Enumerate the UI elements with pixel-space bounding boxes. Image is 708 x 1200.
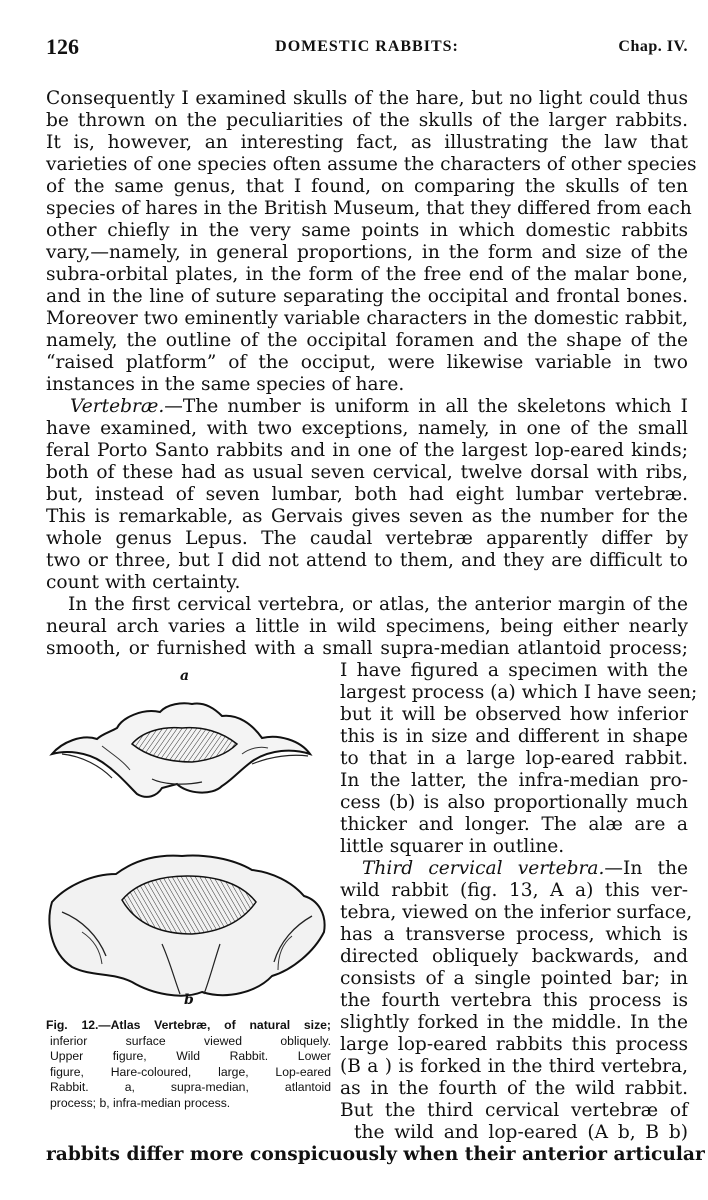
caption-line: process; b, infra-median process. bbox=[50, 1095, 231, 1110]
lower-vertebra-illustration bbox=[42, 852, 332, 1012]
body-line: to that in a large lop-eared rabbit. bbox=[340, 748, 688, 769]
body-line: slightly forked in the middle. In the bbox=[340, 1012, 688, 1033]
body-line: two or three, but I did not attend to them, and they are difficult to bbox=[46, 550, 688, 571]
body-line: instances in the same species of hare. bbox=[46, 374, 405, 395]
body-line: thicker and longer. The alæ are a bbox=[340, 814, 688, 835]
body-line: In the latter, the infra-median pro- bbox=[340, 770, 688, 791]
body-line: have examined, with two exceptions, namely, in one of the small bbox=[46, 418, 688, 439]
caption-line: Rabbit. a, supra-median, atlantoid bbox=[50, 1080, 331, 1095]
body-line: (B a ) is forked in the third vertebra, bbox=[340, 1056, 688, 1077]
chapter-label: Chap. IV. bbox=[618, 38, 688, 55]
figure-label-a: a bbox=[180, 668, 190, 684]
body-line: rabbits differ more conspicuously when their anterior articular bbox=[46, 1144, 705, 1165]
body-line: has a transverse process, which is bbox=[340, 924, 688, 945]
body-line: namely, the outline of the occipital foramen and the shape of the bbox=[46, 330, 688, 351]
body-line: the wild and lop-eared (A b, B b) bbox=[354, 1122, 688, 1143]
third-vertebra-first-line-text: —In the bbox=[604, 858, 689, 879]
page-header bbox=[46, 34, 688, 64]
body-line: In the first cervical vertebra, or atlas, the anterior margin of the bbox=[68, 594, 688, 615]
caption-line: inferior surface viewed obliquely. bbox=[50, 1033, 331, 1048]
body-line: wild rabbit (fig. 13, A a) this ver- bbox=[340, 880, 688, 901]
body-line: large lop-eared rabbits this process bbox=[340, 1034, 688, 1055]
body-line: but it will be observed how inferior bbox=[340, 704, 688, 725]
body-line: be thrown on the peculiarities of the skulls of the larger rabbits. bbox=[46, 110, 688, 131]
body-line: largest process (a) which I have seen; bbox=[340, 682, 698, 703]
third-vertebra-first-line bbox=[362, 858, 688, 880]
body-line: directed obliquely backwards, and bbox=[340, 946, 688, 967]
body-line: It is, however, an interesting fact, as illustrating the law that bbox=[46, 132, 688, 153]
body-line: both of these had as usual seven cervical, twelve dorsal with ribs, bbox=[46, 462, 688, 483]
caption-line: Upper figure, Wild Rabbit. Lower bbox=[50, 1049, 331, 1064]
body-line: But the third cervical vertebræ of bbox=[340, 1100, 688, 1121]
body-line: little squarer in outline. bbox=[340, 836, 565, 857]
body-line: I have figured a specimen with the bbox=[340, 660, 688, 681]
vertebrae-first-line bbox=[46, 396, 688, 418]
body-line: subra-orbital plates, in the form of the free end of the malar bone, bbox=[46, 264, 688, 285]
figure-label-b: b bbox=[184, 992, 194, 1008]
body-line: cess (b) is also proportionally much bbox=[340, 792, 688, 813]
body-line: neural arch varies a little in wild specimens, being either nearly bbox=[46, 616, 688, 637]
body-line: “raised platform” of the occiput, were likewise variable in two bbox=[46, 352, 688, 373]
body-line: this is in size and different in shape bbox=[340, 726, 688, 747]
third-vertebra-heading: Third cervical vertebra. bbox=[362, 858, 605, 879]
body-line: varieties of one species often assume the characters of other species bbox=[46, 154, 697, 175]
vertebrae-heading: Vertebræ. bbox=[70, 396, 165, 417]
body-line: vary,—namely, in general proportions, in the form and size of the bbox=[46, 242, 688, 263]
body-line: Moreover two eminently variable characters in the domestic rabbit, bbox=[46, 308, 688, 329]
body-line: smooth, or furnished with a small supra-median atlantoid process; bbox=[46, 638, 688, 659]
caption-line: figure, Hare-coloured, large, Lop-eared bbox=[50, 1064, 331, 1079]
body-line: Consequently I examined skulls of the hare, but no light could thus bbox=[46, 88, 688, 109]
upper-vertebra-illustration bbox=[42, 684, 332, 834]
body-line: tebra, viewed on the inferior surface, bbox=[340, 902, 693, 923]
body-line: other chiefly in the very same points in which domestic rabbits bbox=[46, 220, 688, 241]
body-line: This is remarkable, as Gervais gives seven as the number for the bbox=[46, 506, 688, 527]
body-line: of the same genus, that I found, on comparing the skulls of ten bbox=[46, 176, 688, 197]
body-line: whole genus Lepus. The caudal vertebræ apparently differ by bbox=[46, 528, 688, 549]
body-line: but, instead of seven lumbar, both had eight lumbar vertebræ. bbox=[46, 484, 688, 505]
body-line: as in the fourth of the wild rabbit. bbox=[340, 1078, 688, 1099]
body-line: count with certainty. bbox=[46, 572, 241, 593]
running-title: DOMESTIC RABBITS: bbox=[275, 38, 459, 55]
caption-line: Fig. 12.—Atlas Vertebræ, of natural size; bbox=[46, 1018, 331, 1032]
page-number: 126 bbox=[46, 34, 79, 59]
body-line: the fourth vertebra this process is bbox=[340, 990, 688, 1011]
figure-caption bbox=[46, 1018, 331, 1112]
body-line: and in the line of suture separating the occipital and frontal bones. bbox=[46, 286, 688, 307]
body-line: consists of a single pointed bar; in bbox=[340, 968, 688, 989]
body-line: species of hares in the British Museum, that they differed from each bbox=[46, 198, 692, 219]
vertebrae-first-line-text: —The number is uniform in all the skeletons which I bbox=[164, 396, 688, 417]
body-line: feral Porto Santo rabbits and in one of the largest lop-eared kinds; bbox=[46, 440, 688, 461]
